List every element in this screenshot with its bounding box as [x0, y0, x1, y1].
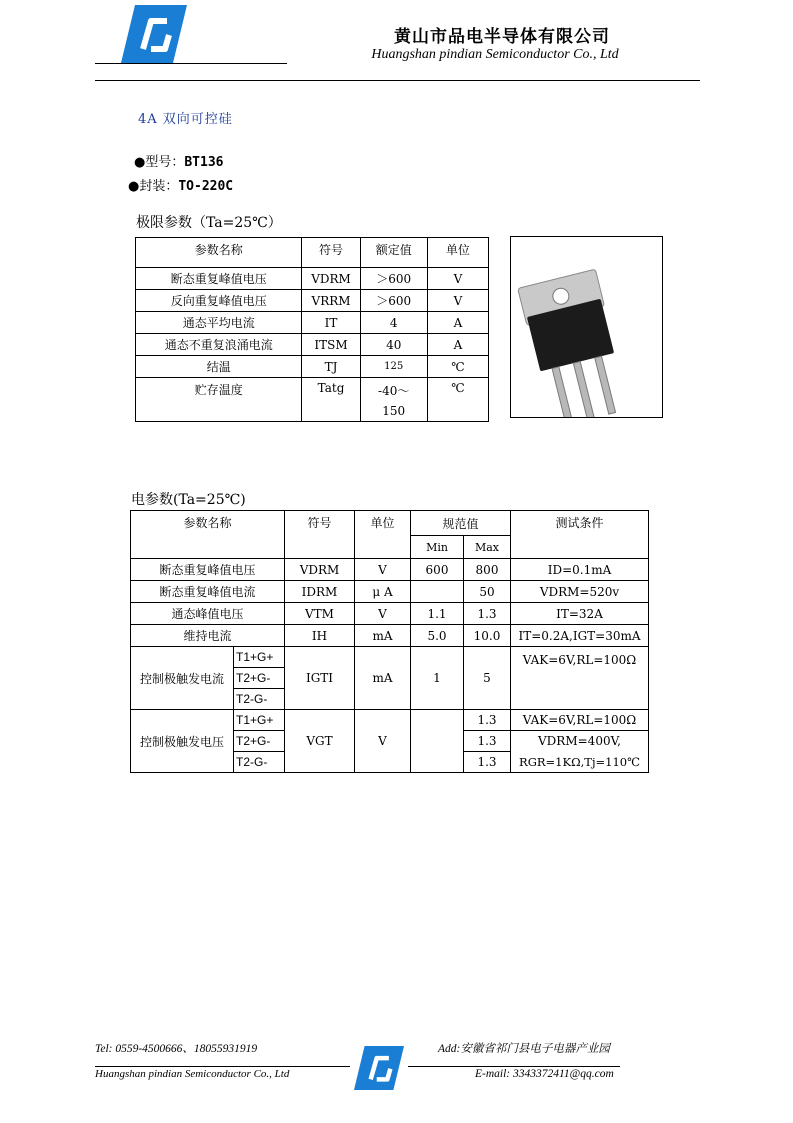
table-cell: 4 [360, 312, 427, 334]
table-row [136, 356, 489, 378]
table-cell: 断态重复峰值电压 [136, 268, 302, 290]
table-cell: 1 [411, 647, 464, 710]
package-value: TO-220C [178, 179, 234, 194]
table-cell: 维持电流 [131, 625, 285, 647]
table-row [136, 378, 489, 422]
header-cell: 规范值 [411, 511, 511, 536]
electrical-table [130, 510, 649, 773]
table-cell: VGT [285, 710, 355, 773]
table-cell: 反向重复峰值电压 [136, 290, 302, 312]
table-cell: 1.3 [464, 603, 511, 625]
table-cell: 结温 [136, 356, 302, 378]
header-divider [95, 80, 700, 81]
table-cell: 控制极触发电压 [131, 710, 234, 773]
table-cell: 控制极触发电流 [131, 647, 234, 710]
table-cell: ℃ [427, 378, 488, 422]
table-cell: Tatg [302, 378, 360, 422]
table-row [136, 290, 489, 312]
table-cell: 10.0 [464, 625, 511, 647]
table-cell: VRRM [302, 290, 360, 312]
table-cell: 通态不重复浪涌电流 [136, 334, 302, 356]
table-cell: V [355, 559, 411, 581]
table-header-row [136, 238, 489, 268]
table-row [136, 312, 489, 334]
model-label: ●型号： [134, 155, 185, 170]
header-cell: 单位 [427, 238, 488, 268]
product-subtitle: 4A 双向可控硅 [138, 112, 233, 127]
header-cell: 单位 [355, 511, 411, 559]
table-cell: ＞600 [360, 268, 427, 290]
table-cell: V [355, 603, 411, 625]
table-cell: IGTI [285, 647, 355, 710]
table-cell: mA [355, 647, 411, 710]
table-cell: 断态重复峰值电流 [131, 581, 285, 603]
table-cell: 通态平均电流 [136, 312, 302, 334]
table-cell: 800 [464, 559, 511, 581]
table-row [131, 647, 649, 668]
table-cell: A [427, 312, 488, 334]
table-row [131, 603, 649, 625]
table-cell: VTM [285, 603, 355, 625]
table-cell: 40 [360, 334, 427, 356]
table-row [131, 559, 649, 581]
table-header-row [131, 511, 649, 536]
table-cell: IH [285, 625, 355, 647]
package-photo [510, 236, 663, 418]
header-cell: 符号 [285, 511, 355, 559]
model-line [134, 151, 223, 170]
company-name-en: Huangshan pindian Semiconductor Co., Ltd [371, 47, 619, 62]
footer-email: E-mail: 3343372411@qq.com [475, 1068, 614, 1080]
table-cell: 50 [464, 581, 511, 603]
package-label: ●封装： [128, 179, 179, 194]
table-row [136, 268, 489, 290]
table-cell: 1.3 [464, 752, 511, 773]
header-cell: 测试条件 [511, 511, 649, 559]
table-cell [411, 581, 464, 603]
header-cell: 额定值 [360, 238, 427, 268]
storage-min: -40～ [378, 384, 410, 398]
table-cell: 600 [411, 559, 464, 581]
footer-company-en: Huangshan pindian Semiconductor Co., Ltd [95, 1068, 290, 1080]
package-line [128, 175, 233, 194]
header-cell: Max [464, 536, 511, 559]
table-cell: 5.0 [411, 625, 464, 647]
table-cell [360, 378, 427, 422]
quadrant-cell: T2+G- [234, 731, 285, 752]
header-divider-short [95, 63, 287, 64]
table-row [131, 581, 649, 603]
table-cell: IT=0.2A,IGT=30mA [511, 625, 649, 647]
table-cell: ID=0.1mA [511, 559, 649, 581]
table-cell: TJ [302, 356, 360, 378]
table-cell: VDRM=520v [511, 581, 649, 603]
limits-title: 极限参数（Ta=25℃） [136, 215, 282, 231]
table-cell: VAK=6V,RL=100Ω [511, 710, 649, 731]
table-row [131, 625, 649, 647]
table-cell: ITSM [302, 334, 360, 356]
table-cell: V [355, 710, 411, 773]
header-cell: Min [411, 536, 464, 559]
header-cell: 参数名称 [136, 238, 302, 268]
company-logo [121, 5, 187, 63]
footer-divider-left [95, 1066, 350, 1067]
model-value: BT136 [184, 155, 224, 170]
quadrant-cell: T1+G+ [234, 647, 285, 668]
table-cell: IT [302, 312, 360, 334]
table-cell: 1.1 [411, 603, 464, 625]
table-cell: V [427, 268, 488, 290]
table-cell: VDRM [285, 559, 355, 581]
table-cell: 1.3 [464, 710, 511, 731]
table-cell [411, 710, 464, 773]
table-cell: 125 [360, 356, 427, 378]
quadrant-cell: T2+G- [234, 668, 285, 689]
company-name-cn: 黄山市品电半导体有限公司 [394, 27, 610, 47]
footer-logo [353, 1046, 405, 1090]
footer-tel: Tel: 0559-4500666、18055931919 [95, 1043, 258, 1055]
table-cell: VDRM=400V, [511, 731, 649, 752]
quadrant-cell: T1+G+ [234, 710, 285, 731]
table-cell: ＞600 [360, 290, 427, 312]
table-cell: ℃ [427, 356, 488, 378]
table-cell: 贮存温度 [136, 378, 302, 422]
table-cell: 1.3 [464, 731, 511, 752]
table-cell: μ A [355, 581, 411, 603]
table-row [136, 334, 489, 356]
to220-package-image [511, 237, 662, 417]
table-cell: VAK=6V,RL=100Ω [511, 647, 649, 710]
limits-table [135, 237, 489, 422]
table-cell: 断态重复峰值电压 [131, 559, 285, 581]
footer-address: Add:安徽省祁门县电子电器产业园 [438, 1043, 610, 1055]
table-cell: RGR=1KΩ,Tj=110℃ [511, 752, 649, 773]
table-row [131, 710, 649, 731]
quadrant-cell: T2-G- [234, 752, 285, 773]
table-cell: V [427, 290, 488, 312]
table-cell: VDRM [302, 268, 360, 290]
electrical-title: 电参数(Ta=25℃) [131, 492, 246, 508]
quadrant-cell: T2-G- [234, 689, 285, 710]
storage-max: 150 [382, 404, 406, 418]
footer-divider-right [408, 1066, 620, 1067]
table-cell: IT=32A [511, 603, 649, 625]
header-cell: 符号 [302, 238, 360, 268]
table-cell: A [427, 334, 488, 356]
header-cell: 参数名称 [131, 511, 285, 559]
table-cell: 通态峰值电压 [131, 603, 285, 625]
table-cell: mA [355, 625, 411, 647]
table-cell: IDRM [285, 581, 355, 603]
table-cell: 5 [464, 647, 511, 710]
